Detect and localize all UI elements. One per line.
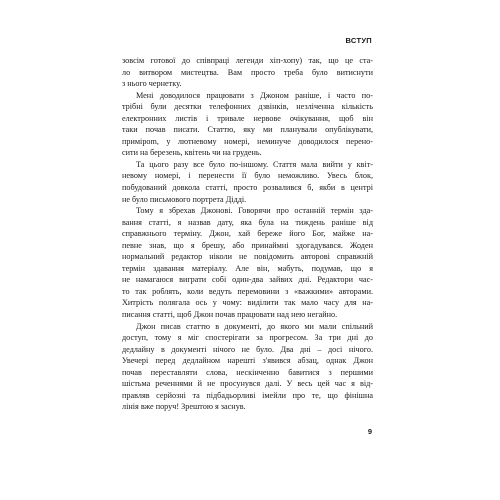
text-line: невому номері, і перенести її було неможливо. Увесь блок, xyxy=(122,171,373,181)
text-line: нормальний редактор ніколи не повідомить авторові справжній xyxy=(122,252,373,262)
text-line: примірom, у лютневому номері, неминуче доводилося перено- xyxy=(122,136,373,146)
text-line: зовсім готової до співпраці легенди хіп-хопу) так, що це ста- xyxy=(122,56,373,65)
text-line: електронних листів і тривале нервове очікування, щоб він xyxy=(122,113,373,123)
text-line: дедлайну в документі нічого не було. Два дні – досі нічого. xyxy=(122,344,373,354)
text-line: Хитрість полягала ось у чому: виділити так мало часу для на- xyxy=(122,298,373,308)
text-line: правляв серйозні та підбадьорливі імейли про те, що фінішна xyxy=(122,390,373,400)
text-line: трібні були десятки телефонних дзвінків, незліченна кількість xyxy=(122,102,373,112)
text-line: Увечері перед дедлайном нарешті з'явився абзац, однак Джон xyxy=(122,356,373,366)
text-line: почав переставляти слова, нескінченно бавитися з першими xyxy=(122,367,373,377)
text-line: не було письмового портрета Дідді. xyxy=(122,194,247,204)
text-line: ло витвором мистецтва. Вам просто треба було витиснути xyxy=(122,67,373,77)
page-number: 9 xyxy=(367,427,372,436)
text-line: Мені доводилося працювати з Джоном раніше, і часто по- xyxy=(136,90,373,100)
text-line: Тому я збрехав Джонові. Говорячи про останній термін зда- xyxy=(136,206,373,216)
text-line: з нього чернетку. xyxy=(122,79,182,89)
text-line: лінія вже поруч! Зрештою я заснув. xyxy=(122,402,246,412)
text-line: термін здавання матеріалу. Але він, мабуть, подумав, що я xyxy=(122,263,373,273)
text-line: таки почав писати. Статтю, яку ми планували опублікувати, xyxy=(122,125,373,135)
text-line: то так роблять, коли ведуть перемовини з «важкими» авторами. xyxy=(122,286,373,296)
text-line: шістьма реченнями й не просунувся далі. У весь цей час я від- xyxy=(122,379,373,389)
text-line: Та цього разу все було по-іншому. Стаття мала вийти у квіт- xyxy=(136,159,373,169)
text-line: писання статті, щоб Джон почав працювати над нею негайно. xyxy=(122,310,338,320)
running-header: ВСТУП xyxy=(345,36,372,45)
text-line: вання статті, я назвав дату, яка була на тиждень раніше від xyxy=(122,217,373,227)
text-line: не намагаюся виграти собі один-два зайвих дні. Редактори час- xyxy=(122,275,373,285)
text-line: побудований довкола статті, просто розвалився б, якби в центрі xyxy=(122,183,373,193)
text-line: доступ, тому я міг спостерігати за прогресом. За три дні до xyxy=(122,333,373,343)
body-text xyxy=(122,55,373,413)
text-line: справжнього терміну. Джон, хай береже його Бог, майже на- xyxy=(122,229,373,239)
text-line: сити на березень, квітень чи на грудень. xyxy=(122,148,262,158)
text-line: певне знав, що я брешу, або принаймні здогадувався. Жоден xyxy=(122,240,373,250)
text-line: Джон писав статтю в документі, до якого ми мали спільний xyxy=(136,321,373,331)
